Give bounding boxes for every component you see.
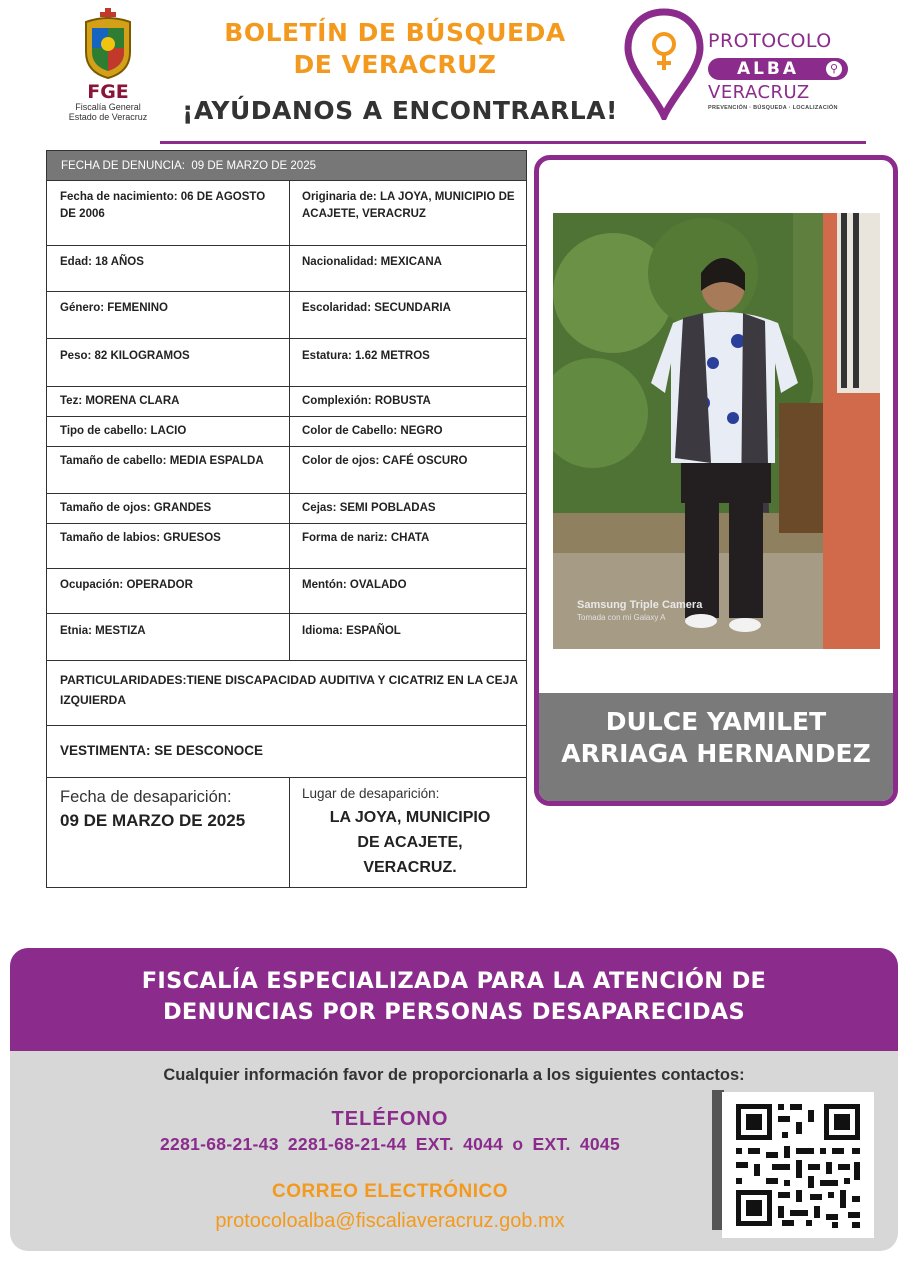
report-date-label: FECHA DE DENUNCIA: — [61, 160, 185, 172]
photo-camera-watermark-sub: Tomada con mi Galaxy A — [577, 613, 666, 622]
disappearance-place-label: Lugar de desaparición: — [302, 786, 440, 801]
person-first-names: DULCE YAMILET — [605, 707, 827, 736]
table-row — [47, 417, 526, 447]
qr-code[interactable] — [722, 1092, 874, 1238]
detail-cell: Mentón: OVALADO — [302, 579, 407, 591]
disappearance-date-label: Fecha de desaparición: — [60, 788, 232, 806]
alba-pill — [708, 58, 848, 80]
table-row — [47, 524, 526, 569]
prosecutor-office-line-1: FISCALÍA ESPECIALIZADA PARA LA ATENCIÓN DE — [141, 968, 767, 994]
detail-cell: Tamaño de labios: GRUESOS — [47, 524, 290, 568]
photo-camera-watermark: Samsung Triple Camera — [577, 599, 703, 611]
detail-cell: Edad: 18 AÑOS — [47, 246, 290, 291]
alba-word: ALBA — [736, 59, 800, 79]
person-photo — [553, 213, 880, 649]
phone-label: TELÉFONO — [331, 1108, 449, 1130]
state-shield-icon — [78, 8, 138, 80]
person-details-table — [46, 150, 527, 888]
detail-cell: Peso: 82 KILOGRAMOS — [47, 339, 290, 386]
qr-code-icon — [722, 1092, 874, 1238]
header-divider — [160, 141, 866, 144]
email-label: CORREO ELECTRÓNICO — [272, 1181, 508, 1202]
place-line-2: DE ACAJETE, — [357, 834, 463, 851]
prosecutor-office-heading — [10, 948, 898, 1051]
table-row — [47, 387, 526, 417]
email-address[interactable]: protocoloalba@fiscaliaveracruz.gob.mx — [215, 1210, 565, 1232]
table-row — [47, 181, 526, 246]
contact-footer — [10, 948, 898, 1251]
prosecutor-office-line-2: DENUNCIAS POR PERSONAS DESAPARECIDAS — [162, 999, 746, 1025]
detail-cell: Etnia: MESTIZA — [47, 614, 290, 660]
detail-cell: Nacionalidad: MEXICANA — [302, 256, 442, 268]
particularities: PARTICULARIDADES:TIENE DISCAPACIDAD AUDITIVA Y CICATRIZ EN LA CEJA IZQUIERDA — [60, 673, 518, 707]
place-line-3: VERACRUZ. — [363, 859, 457, 876]
alba-protocolo-text: PROTOCOLO — [708, 30, 832, 52]
detail-cell: Ocupación: OPERADOR — [47, 569, 290, 613]
fge-logo — [58, 8, 158, 130]
bulletin-title-line-1: BOLETÍN DE BÚSQUEDA — [224, 18, 566, 47]
detail-cell: Género: FEMENINO — [47, 292, 290, 338]
detail-cell: Tez: MORENA CLARA — [47, 387, 290, 416]
report-date-bar — [47, 151, 526, 181]
detail-cell: Tamaño de cabello: MEDIA ESPALDA — [47, 447, 290, 493]
table-row — [47, 569, 526, 614]
detail-cell: Tipo de cabello: LACIO — [47, 417, 290, 446]
disappearance-date-value: 09 DE MARZO DE 2025 — [60, 811, 246, 830]
place-line-1: LA JOYA, MUNICIPIO — [329, 809, 491, 826]
phone-numbers[interactable]: 2281-68-21-43 2281-68-21-44 EXT. 4044 o EXT. 4045 — [160, 1134, 620, 1154]
disappearance-place-value — [302, 805, 518, 880]
table-row — [47, 614, 526, 661]
alba-tagline: PREVENCIÓN · BÚSQUEDA · LOCALIZACIÓN — [708, 105, 838, 111]
table-row — [47, 447, 526, 494]
photo-illustration — [553, 213, 880, 649]
person-name-band — [539, 693, 893, 801]
detail-cell: Complexión: ROBUSTA — [302, 395, 431, 407]
fge-abbreviation: FGE — [87, 81, 129, 103]
alba-veracruz-text: VERACRUZ — [708, 82, 810, 103]
report-date-value: 09 DE MARZO DE 2025 — [191, 160, 316, 172]
detail-cell: Fecha de nacimiento: 06 DE AGOSTO DE 2006 — [47, 181, 290, 245]
bulletin-title-line-2: DE VERACRUZ — [293, 50, 497, 79]
person-last-names: ARRIAGA HERNANDEZ — [561, 739, 871, 768]
detail-cell: Color de ojos: CAFÉ OSCURO — [302, 455, 468, 467]
table-row — [47, 726, 526, 778]
detail-cell: Cejas: SEMI POBLADAS — [302, 502, 436, 514]
agency-name-line-1: Fiscalía General — [75, 102, 141, 112]
location-pin-female-icon — [624, 8, 704, 120]
table-row — [47, 246, 526, 292]
agency-name-line-2: Estado de Veracruz — [68, 112, 148, 122]
person-photo-card — [534, 155, 898, 806]
table-row — [47, 339, 526, 387]
disappearance-place-cell — [290, 778, 526, 887]
clothing: VESTIMENTA: SE DESCONOCE — [60, 743, 264, 758]
detail-cell: Idioma: ESPAÑOL — [302, 625, 401, 637]
detail-cell: Originaria de: LA JOYA, MUNICIPIO DE ACAJETE, VERACRUZ — [302, 191, 515, 220]
table-row — [47, 494, 526, 524]
detail-cell: Escolaridad: SECUNDARIA — [302, 302, 451, 314]
detail-cell: Forma de nariz: CHATA — [302, 532, 430, 544]
disappearance-row — [47, 778, 526, 887]
table-row — [47, 292, 526, 339]
detail-cell: Color de Cabello: NEGRO — [302, 425, 443, 437]
disappearance-date-cell — [47, 778, 290, 887]
detail-cell: Estatura: 1.62 METROS — [302, 350, 430, 362]
detail-cell: Tamaño de ojos: GRANDES — [47, 494, 290, 523]
help-us-heading: ¡AYÚDANOS A ENCONTRARLA! — [182, 96, 618, 125]
protocolo-alba-logo — [624, 8, 854, 128]
contact-instructions: Cualquier información favor de proporcionarla a los siguientes contactos: — [163, 1066, 745, 1084]
table-row — [47, 661, 526, 726]
search-icon: ⚲ — [826, 61, 842, 77]
